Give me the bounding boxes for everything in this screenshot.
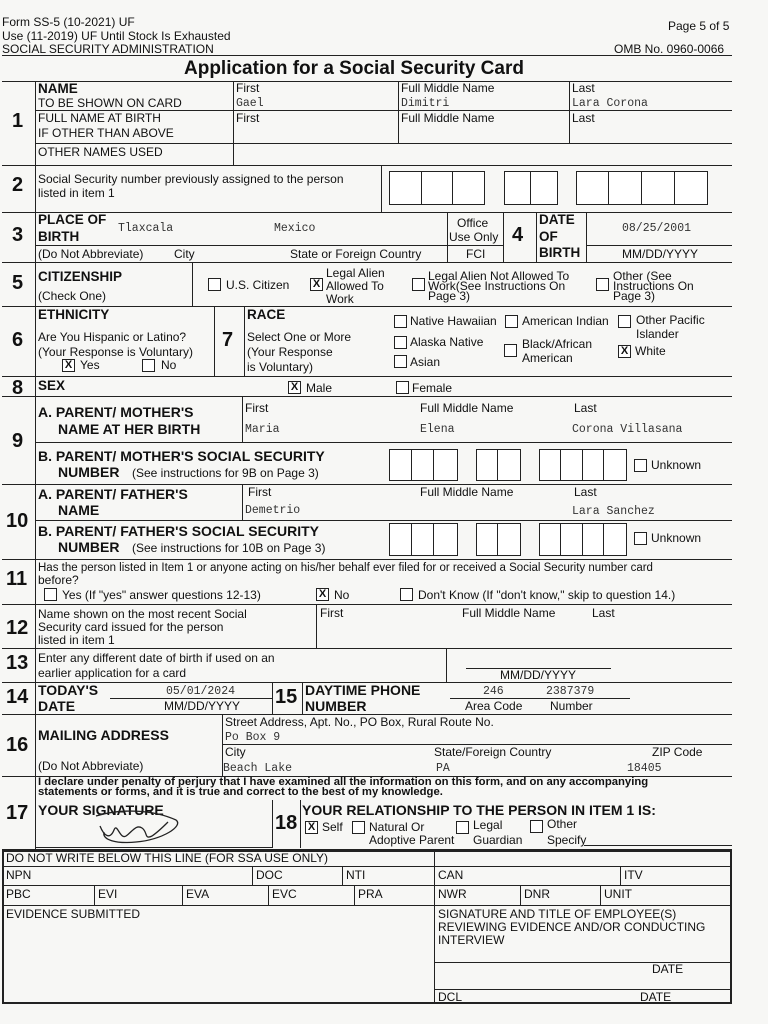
daytime-phone-label: DAYTIME PHONE [305,682,421,698]
relationship-self-checkbox[interactable]: X [305,821,318,834]
father-ssn-number-label: NUMBER [58,539,120,555]
hispanic-yes-label: Yes [80,358,100,372]
not-allowed-label-2: Work(See Instructions On [428,279,566,293]
recent-card-label-2: Security card issued for the person [38,620,224,634]
npn-label: NPN [6,868,32,882]
different-dob-label-2: earlier application for a card [38,666,187,680]
item-number-16: 16 [6,734,29,756]
mother-ssn-unknown-label: Unknown [651,458,702,472]
father-ssn-serial-box[interactable] [539,523,627,556]
area-code-label: Area Code [465,699,523,713]
employee-signature-label-2: REVIEWING EVIDENCE AND/OR CONDUCTING [438,920,706,934]
birth-label: BIRTH [38,229,80,244]
mother-ssn-unknown-checkbox[interactable] [634,459,647,472]
item-number-2: 2 [12,174,24,196]
father-first-field[interactable]: Demetrio [245,504,301,517]
last-name-field[interactable]: Lara Corona [572,97,648,110]
dnr-label: DNR [524,887,550,901]
father-ssn-label: B. PARENT/ FATHER'S SOCIAL SECURITY [38,523,320,539]
asian-label: Asian [410,355,441,369]
hispanic-yes-checkbox[interactable]: X [62,359,75,372]
mother-first-label: First [245,401,269,415]
mailing-address-label: MAILING ADDRESS [38,727,169,743]
item-number-3: 3 [12,224,24,246]
phone-number-field[interactable]: 2387379 [546,685,595,698]
of-label: OF [539,229,558,244]
hispanic-no-checkbox[interactable] [142,359,155,372]
use-note: Use (11-2019) UF Until Stock Is Exhausted [2,29,231,43]
item-number-13: 13 [6,652,29,674]
city-label: City [174,247,195,261]
different-dob-format: MM/DD/YYYY [500,668,577,682]
street-field[interactable]: Po Box 9 [225,731,281,744]
daytime-phone-label-2: NUMBER [305,698,367,714]
voluntary-label: (Your Response is Voluntary) [38,345,193,359]
race-label: RACE [247,307,286,322]
place-of-label: PLACE OF [38,212,107,227]
black-label-2: American [522,351,573,365]
filed-before-question-2: before? [38,573,79,587]
zip-field[interactable]: 18405 [627,762,662,775]
relationship-parent-checkbox[interactable] [352,821,365,834]
first-name-field[interactable]: Gael [236,97,264,110]
form-id: Form SS-5 (10-2021) UF [2,15,135,29]
prev-ssn-serial-box[interactable] [576,171,708,205]
alaska-native-label: Alaska Native [410,335,484,349]
not-allowed-label-3: Page 3) [428,289,471,303]
phone-number-label: Number [550,699,593,713]
date-label: DATE [539,212,575,227]
mailing-city-label: City [225,745,246,759]
relationship-parent-label: Natural Or [369,820,425,834]
legal-alien-label-3: Work [326,292,354,306]
father-first-label: First [248,485,272,499]
item-number-10: 10 [6,510,29,532]
other-pacific-checkbox[interactable] [618,315,631,328]
form-title: Application for a Social Security Card [184,58,524,79]
street-label: Street Address, Apt. No., PO Box, Rural Route No. [225,715,494,729]
mailing-state-label: State/Foreign Country [434,745,552,759]
white-checkbox[interactable]: X [618,345,631,358]
mother-last-field[interactable]: Corona Villasana [572,423,683,436]
declaration-text: I declare under penalty of perjury that I have examined all the information on this form, and on any accompanying [38,776,649,788]
father-middle-label: Full Middle Name [420,485,514,499]
date-label-2: DATE [640,990,672,1004]
check-one-label: (Check One) [38,289,107,303]
relationship-other-checkbox[interactable] [530,820,543,833]
todays-date-field[interactable]: 05/01/2024 [166,685,236,698]
other-label-2: Instructions On [613,279,694,293]
relationship-parent-label-2: Adoptive Parent [369,833,455,847]
other-label: Other (See [613,269,672,283]
mailing-state-field[interactable]: PA [436,762,450,775]
declaration-text-2: statements or forms, and it is true and correct to the best of my knowledge. [38,786,443,798]
do-not-abbreviate-label: (Do Not Abbreviate) [38,247,144,261]
dob-field[interactable]: 08/25/2001 [622,222,692,235]
native-hawaiian-checkbox[interactable] [394,315,407,328]
hispanic-no-label: No [161,358,177,372]
zip-label: ZIP Code [652,745,703,759]
mother-ssn-number-label: NUMBER [58,464,120,480]
name-label: NAME [38,81,78,96]
us-citizen-label: U.S. Citizen [226,278,290,292]
todays-date-format: MM/DD/YYYY [164,699,241,713]
recent-card-label: Name shown on the most recent Social [38,607,247,621]
evc-label: EVC [272,887,297,901]
filed-yes-label: Yes (If "yes" answer questions 12-13) [62,588,261,602]
unit-label: UNIT [604,887,632,901]
omb-number: OMB No. 0960-0066 [614,42,725,56]
father-name-label-2: NAME [58,502,100,518]
race-voluntary-label-2: is Voluntary) [247,360,314,374]
sex-label: SEX [38,378,66,393]
first-label: First [236,81,260,95]
male-label: Male [306,381,333,395]
agency-name: SOCIAL SECURITY ADMINISTRATION [2,42,214,56]
can-label: CAN [438,868,464,882]
office-use-label: Office [457,216,489,230]
item-number-1: 1 [12,110,24,132]
filed-yes-checkbox[interactable] [44,588,57,601]
mother-ssn-label: B. PARENT/ MOTHER'S SOCIAL SECURITY [38,448,325,464]
pra-label: PRA [358,887,383,901]
birth-middle-label: Full Middle Name [401,111,495,125]
prev-ssn-area-box[interactable] [389,171,485,205]
father-last-label: Last [574,485,597,499]
native-hawaiian-label: Native Hawaiian [410,314,497,328]
ethnicity-label: ETHNICITY [38,307,110,322]
todays-date-label-2: DATE [38,698,76,714]
employee-signature-label-3: INTERVIEW [438,933,505,947]
item-number-5: 5 [12,272,24,294]
asian-checkbox[interactable] [394,355,407,368]
filed-dont-know-label: Don't Know (If "don't know," skip to question 14.) [418,588,676,602]
item-number-6: 6 [12,329,24,351]
area-code-field[interactable]: 246 [483,685,504,698]
other-pacific-label-2: Islander [636,327,679,341]
nti-label: NTI [346,868,366,882]
doc-label: DOC [256,868,283,882]
american-indian-checkbox[interactable] [505,315,518,328]
mother-ssn-group-box[interactable] [476,449,521,481]
full-name-birth-label: FULL NAME AT BIRTH [38,111,161,125]
mother-middle-field[interactable]: Elena [420,423,455,436]
other-citizenship-checkbox[interactable] [596,278,609,291]
recent-first-label: First [320,606,344,620]
not-allowed-label: Legal Alien Not Allowed To [428,269,570,283]
prev-ssn-group-box[interactable] [504,171,558,205]
dcl-label: DCL [438,990,463,1004]
prev-ssn-label-2: listed in item 1 [38,186,115,200]
prev-ssn-label: Social Security number previously assigned to the person [38,172,344,186]
other-names-label: OTHER NAMES USED [38,145,163,159]
mother-name-label-2: NAME AT HER BIRTH [58,421,201,437]
item-number-7: 7 [222,329,234,351]
father-ssn-group-box[interactable] [476,523,521,556]
black-label: Black/African [522,337,593,351]
father-ssn-instructions: (See instructions for 10B on Page 3) [132,541,326,555]
male-checkbox[interactable]: X [288,381,301,394]
relationship-guardian-label: Legal [473,818,503,832]
item-number-8: 8 [12,377,24,399]
father-ssn-area-box[interactable] [389,523,458,556]
recent-last-label: Last [592,606,615,620]
us-citizen-checkbox[interactable] [208,278,221,291]
item-number-15: 15 [275,686,298,708]
recent-middle-label: Full Middle Name [462,606,556,620]
todays-date-label: TODAY'S [38,682,99,698]
other-label-3: Page 3) [613,289,656,303]
birth-state-field[interactable]: Mexico [274,222,316,235]
page-number: Page 5 of 5 [668,19,730,33]
office-use-only-label: Use Only [449,230,499,244]
citizenship-label: CITIZENSHIP [38,269,123,284]
item-number-18: 18 [275,812,298,834]
mother-ssn-serial-box[interactable] [539,449,627,481]
alaska-native-checkbox[interactable] [394,336,407,349]
fci-label: FCI [466,247,486,261]
filed-no-label: No [334,588,350,602]
relationship-specify-label: Specify [547,833,587,847]
shown-on-card-label: TO BE SHOWN ON CARD [38,96,182,110]
dob-format-label: MM/DD/YYYY [622,247,699,261]
item-number-12: 12 [6,617,29,639]
female-label: Female [412,381,453,395]
dob-birth-label: BIRTH [539,245,581,260]
your-signature-label: YOUR SIGNATURE [38,802,164,818]
american-indian-label: American Indian [522,314,609,328]
female-checkbox[interactable] [396,381,409,394]
hispanic-question: Are You Hispanic or Latino? [38,330,187,344]
item-number-9: 9 [12,430,24,452]
relationship-label: YOUR RELATIONSHIP TO THE PERSON IN ITEM 1 IS: [302,802,656,818]
relationship-guardian-checkbox[interactable] [456,821,469,834]
birth-city-field[interactable]: Tlaxcala [118,222,174,235]
relationship-guardian-label-2: Guardian [473,833,523,847]
item-number-17: 17 [6,802,29,824]
race-select-label: Select One or More [247,330,352,344]
item-number-4: 4 [512,224,524,246]
item-number-11: 11 [6,568,28,590]
mother-ssn-instructions: (See instructions for 9B on Page 3) [132,466,319,480]
eva-label: EVA [186,887,210,901]
date-label-1: DATE [652,962,684,976]
relationship-self-label: Self [322,820,343,834]
mailing-city-field[interactable]: Beach Lake [223,762,293,775]
evidence-submitted-label: EVIDENCE SUBMITTED [6,907,141,921]
do-not-write-warning: DO NOT WRITE BELOW THIS LINE (FOR SSA USE ONLY) [6,851,329,865]
item-number-14: 14 [6,686,29,708]
different-dob-label: Enter any different date of birth if used on an [38,651,275,665]
father-ssn-unknown-label: Unknown [651,531,702,545]
mother-ssn-area-box[interactable] [389,449,458,481]
mailing-do-not-abbreviate: (Do Not Abbreviate) [38,759,144,773]
father-ssn-unknown-checkbox[interactable] [634,532,647,545]
if-other-label: IF OTHER THAN ABOVE [38,126,174,140]
employee-signature-label: SIGNATURE AND TITLE OF EMPLOYEE(S) [438,907,677,921]
filed-no-checkbox[interactable]: X [316,588,329,601]
legal-alien-label: Legal Alien [326,266,385,280]
race-voluntary-label: (Your Response [247,345,333,359]
other-pacific-label: Other Pacific [636,313,705,327]
nwr-label: NWR [438,887,467,901]
relationship-other-label: Other [547,817,578,831]
mother-middle-label: Full Middle Name [420,401,514,415]
state-country-label: State or Foreign Country [290,247,422,261]
legal-alien-not-allowed-checkbox[interactable] [412,278,425,291]
birth-last-label: Last [572,111,595,125]
mother-name-label: A. PARENT/ MOTHER'S [38,404,194,420]
legal-alien-label-2: Allowed To [326,279,384,293]
mother-last-label: Last [574,401,597,415]
pbc-label: PBC [6,887,31,901]
middle-label: Full Middle Name [401,81,495,95]
filed-dont-know-checkbox[interactable] [400,588,413,601]
mother-first-field[interactable]: Maria [245,423,280,436]
filed-before-question: Has the person listed in Item 1 or anyone acting on his/her behalf ever filed for or received a Social Security number card [38,562,653,574]
recent-card-label-3: listed in item 1 [38,633,115,647]
birth-first-label: First [236,111,260,125]
itv-label: ITV [624,868,643,882]
father-last-field[interactable]: Lara Sanchez [572,505,655,518]
white-label: White [635,344,666,358]
evi-label: EVI [98,887,118,901]
signature-image [92,806,182,848]
black-checkbox[interactable] [504,344,517,357]
father-name-label: A. PARENT/ FATHER'S [38,486,188,502]
last-label: Last [572,81,595,95]
middle-name-field[interactable]: Dimitri [401,97,450,110]
legal-alien-allowed-checkbox[interactable]: X [310,278,323,291]
